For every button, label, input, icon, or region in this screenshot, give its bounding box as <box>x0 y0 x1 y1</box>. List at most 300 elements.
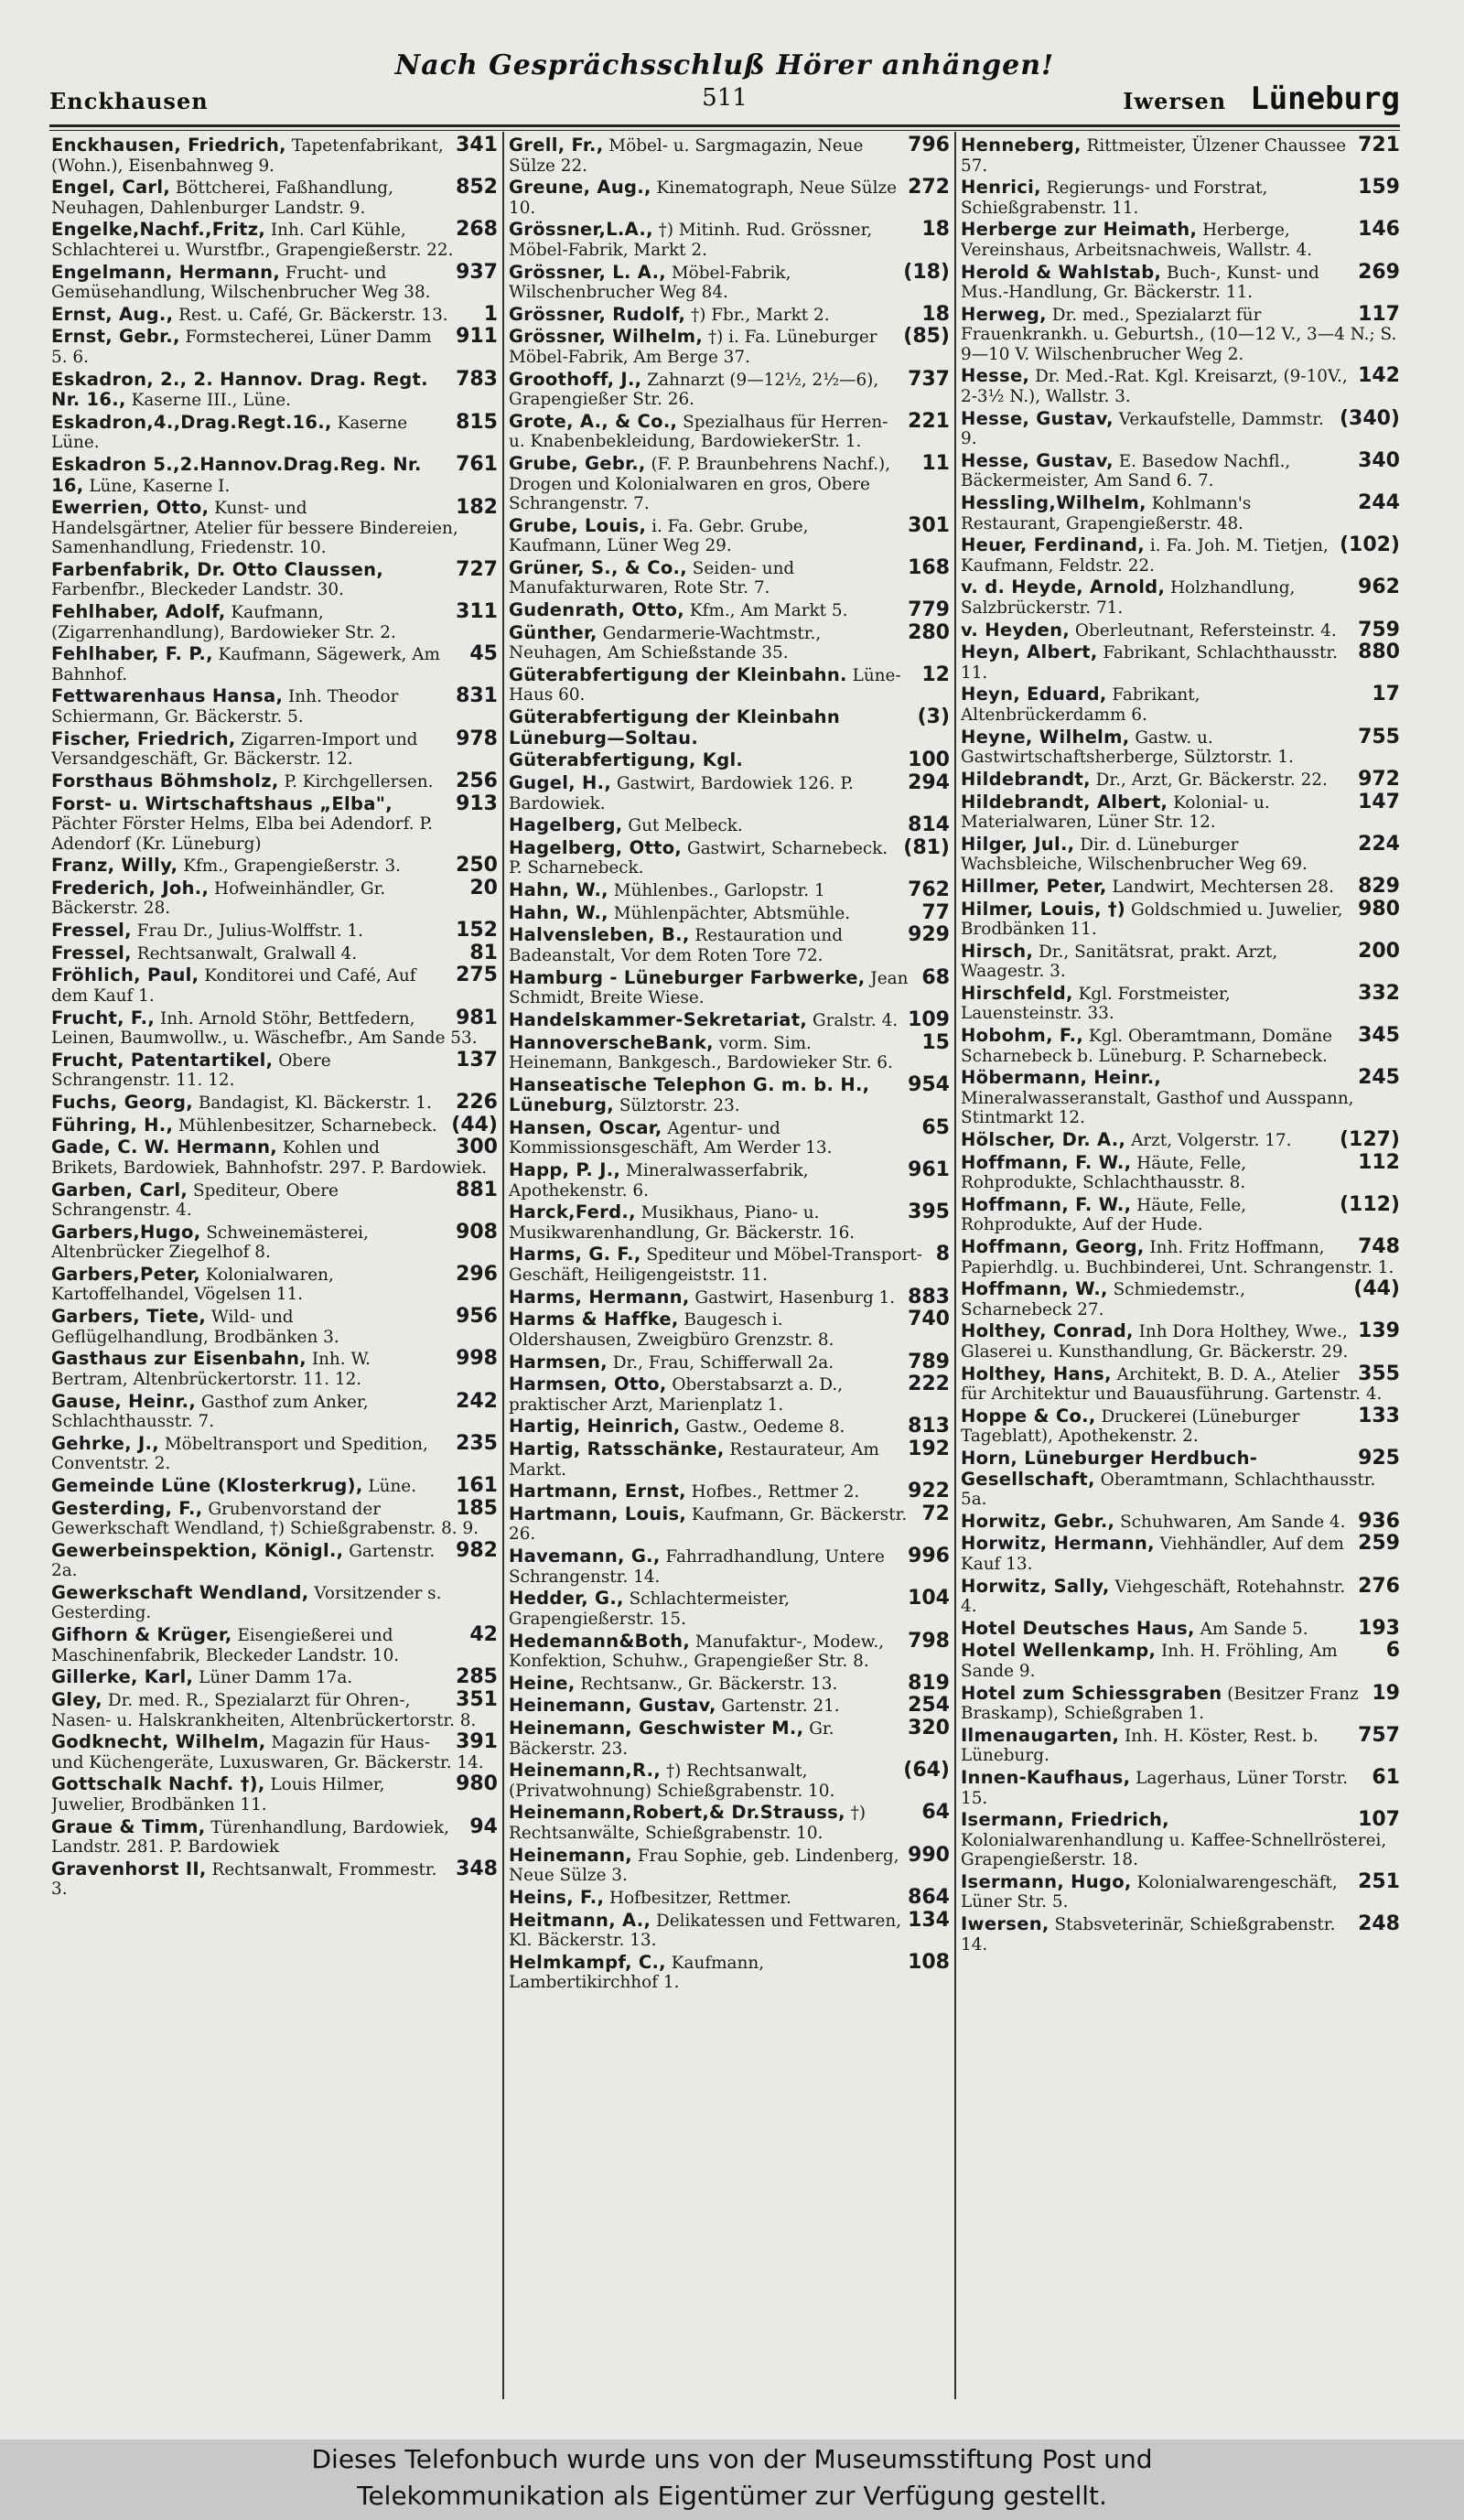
phone-number: 68 <box>921 965 950 989</box>
entry-description: Formstecherei, Lüner Damm 5. 6. <box>51 328 432 367</box>
phone-number: 248 <box>1358 1912 1400 1936</box>
phone-number: 990 <box>908 1843 950 1867</box>
entry-name: Gifhorn & Krüger, <box>51 1624 232 1646</box>
directory-entry <box>51 1115 498 1136</box>
entry-description: Häute, Felle, Rohprodukte, Schlachthausstr. 8. <box>961 1153 1247 1193</box>
phone-number: 294 <box>908 771 950 794</box>
entry-description: Kunst- und Handelsgärtner, Atelier für bessere Bindereien, Samenhandlung, Friedenstr. 10. <box>51 499 458 558</box>
entry-name: Hirsch, <box>961 940 1034 962</box>
phone-number: 340 <box>1358 448 1400 472</box>
entry-name: Hessling,Wilhelm, <box>961 492 1146 513</box>
entry-description: P. Kirchgellersen. <box>284 771 434 792</box>
phone-number: 996 <box>908 1545 950 1568</box>
entry-description: Gendarmerie-Wachtmstr., Neuhagen, Am Schießstande 35. <box>509 623 822 663</box>
entry-name: Garbers,Hugo, <box>51 1221 201 1243</box>
entry-description: Lüne. <box>368 1476 417 1496</box>
phone-number: 185 <box>456 1496 498 1520</box>
entry-description: Zahnarzt (9—12½, 2½—6), Grapengießer Str. 26. <box>509 370 879 410</box>
entry-name: Güterabfertigung, Kgl. <box>509 749 744 771</box>
phone-number: 259 <box>1358 1532 1400 1556</box>
phone-number: 936 <box>1358 1509 1400 1533</box>
entry-description: Landwirt, Mechtersen 28. <box>1112 877 1334 897</box>
phone-number: 193 <box>1358 1616 1400 1640</box>
phone-number: 200 <box>1358 939 1400 963</box>
directory-entry <box>51 178 498 218</box>
phone-number: 852 <box>456 176 498 199</box>
directory-entry <box>51 327 498 367</box>
directory-entry <box>51 498 498 558</box>
directory-entry <box>51 1008 498 1049</box>
directory-entry <box>961 620 1400 641</box>
entry-description: Lüne-Haus 60. <box>509 665 901 705</box>
phone-number: 981 <box>456 1006 498 1029</box>
directory-entry <box>509 662 950 705</box>
entry-description: Spediteur und Möbel-Transport-Geschäft, Heiligengeiststr. 11. <box>509 1245 922 1285</box>
directory-entry <box>51 1137 498 1178</box>
entry-name: Hölscher, Dr. A., <box>961 1129 1126 1150</box>
phone-number: 250 <box>456 854 498 878</box>
phone-number: 77 <box>921 900 950 924</box>
phone-number: 42 <box>469 1623 498 1647</box>
directory-entry <box>961 1574 1400 1617</box>
entry-name: Fischer, Friedrich, <box>51 727 236 749</box>
directory-entry <box>51 729 498 770</box>
directory-entry <box>509 1671 950 1695</box>
directory-entry <box>51 220 498 260</box>
directory-entry <box>509 1950 950 1993</box>
entry-name: Engel, Carl, <box>51 177 171 199</box>
entry-description: Viehhändler, Auf dem Kauf 13. <box>961 1535 1344 1574</box>
directory-entry <box>509 1718 950 1759</box>
phone-number: 351 <box>456 1688 498 1711</box>
entry-name: Garbers,Peter, <box>51 1263 201 1285</box>
directory-entry <box>509 1160 950 1201</box>
entry-name: HannoverscheBank, <box>509 1031 714 1053</box>
directory-entry <box>509 1481 950 1502</box>
directory-entry <box>51 965 498 1006</box>
directory-entry <box>961 981 1400 1024</box>
directory-entry <box>509 815 950 836</box>
entry-description: Pächter Förster Helms, Elba bei Adendorf. P. Adendorf (Kr. Lüneburg) <box>51 814 433 854</box>
entry-name: Innen-Kaufhaus, <box>961 1767 1131 1788</box>
phone-number: 913 <box>456 792 498 815</box>
entry-description: Inh. Theodor Schiermann, Gr. Bäckerstr. 5. <box>51 687 399 727</box>
entry-name: Herold & Wahlstab, <box>961 261 1162 283</box>
entry-name: Harmsen, Otto, <box>509 1373 667 1395</box>
directory-entry <box>961 1150 1400 1193</box>
directory-entry <box>509 1504 950 1545</box>
directory-entry <box>509 1007 950 1031</box>
phone-number: 168 <box>908 555 950 579</box>
phone-number: 107 <box>1358 1808 1400 1832</box>
directory-entry <box>509 1352 950 1373</box>
phone-number: 980 <box>456 1772 498 1796</box>
phone-number: 221 <box>908 409 950 433</box>
entry-name: Grössner, Wilhelm, <box>509 326 704 348</box>
entry-name: Grüner, S., & Co., <box>509 556 687 578</box>
directory-entry <box>961 366 1400 406</box>
entry-name: Grube, Louis, <box>509 514 647 536</box>
directory-entry <box>509 600 950 621</box>
directory-entry <box>509 260 950 303</box>
directory-entry <box>509 900 950 924</box>
entry-description: Dr., Frau, Schifferwall 2a. <box>612 1352 834 1373</box>
entry-name: Hirschfeld, <box>961 982 1073 1004</box>
entry-description: Möbeltransport und Spedition, Conventstr. 2. <box>51 1434 428 1474</box>
entry-name: Gasthaus zur Eisenbahn, <box>51 1348 307 1370</box>
phone-number: 147 <box>1358 790 1400 813</box>
entry-name: Hoffmann, Georg, <box>961 1236 1145 1258</box>
entry-name: Godknecht, Wilhelm, <box>51 1731 266 1753</box>
directory-entry <box>51 1690 498 1730</box>
phone-number: 94 <box>469 1815 498 1838</box>
entry-name: Forst- u. Wirtschaftshaus „Elba", <box>51 792 393 814</box>
directory-entry <box>509 880 950 901</box>
phone-number: 275 <box>456 964 498 987</box>
entry-description: Konditorei und Café, Auf dem Kauf 1. <box>51 966 416 1006</box>
directory-entry <box>961 406 1400 449</box>
entry-name: Gottschalk Nachf. †), <box>51 1773 265 1795</box>
directory-entry <box>509 454 950 514</box>
directory-entry <box>961 1914 1400 1955</box>
entry-name: Höbermann, Heinr., <box>961 1067 1162 1089</box>
phone-number: 762 <box>908 878 950 902</box>
footer-line-2: Telekommunikation als Eigentümer zur Verfügung gestellt. <box>357 2481 1107 2511</box>
directory-entry <box>509 835 950 878</box>
entry-name: Frucht, F., <box>51 1007 156 1028</box>
phone-number: 64 <box>921 1801 950 1825</box>
phone-number: 17 <box>1372 683 1400 706</box>
directory-entry <box>51 856 498 877</box>
entry-description: Rechtsanwalt, Frommestr. 3. <box>51 1859 437 1900</box>
entry-name: Frucht, Patentartikel, <box>51 1049 274 1071</box>
entry-description: Druckerei (Lüneburger Tageblatt), Apothekenstr. 2. <box>961 1406 1300 1447</box>
page-title: Nach Gesprächsschluß Hörer anhängen! <box>394 49 1055 81</box>
entry-name: Hildebrandt, Albert, <box>961 791 1168 813</box>
entry-name: Hoffmann, F. W., <box>961 1193 1132 1215</box>
entry-name: Heinemann,Robert,& Dr.Strauss, <box>509 1802 845 1824</box>
directory-entry <box>961 260 1400 303</box>
directory-entry <box>961 1641 1400 1681</box>
phone-number: 226 <box>456 1091 498 1114</box>
phone-number: 982 <box>456 1538 498 1562</box>
entry-description: Oberleutnant, Refersteinstr. 4. <box>1074 620 1337 641</box>
directory-entry <box>961 1068 1400 1128</box>
directory-entry <box>961 1723 1400 1766</box>
entry-name: Eskadron,4.,Drag.Regt.16., <box>51 411 332 433</box>
entry-name: Gewerkschaft Wendland, <box>51 1581 309 1603</box>
entry-name: Gugel, H., <box>509 772 612 793</box>
entry-description: Kaserne III., Lüne. <box>131 391 291 411</box>
entry-description: Dir. d. Lüneburger Wachsbleiche, Wilschenbrucher Weg 69. <box>961 835 1308 875</box>
entry-name: Herweg, <box>961 303 1047 325</box>
entry-name: Harms, G. F., <box>509 1244 641 1265</box>
phone-number: 224 <box>1358 832 1400 856</box>
phone-number: 391 <box>456 1730 498 1754</box>
entry-description: Hofweinhändler, Gr. Bäckerstr. 28. <box>51 878 386 919</box>
entry-name: Fressel, <box>51 942 132 964</box>
entry-description: Frau Sophie, geb. Lindenberg, Neue Sülze 3. <box>509 1846 899 1886</box>
entry-name: Happ, P. J., <box>509 1159 621 1181</box>
phone-number: 737 <box>908 367 950 391</box>
entry-description: Mühlenbes., Garlopstr. 1 <box>613 881 825 901</box>
phone-number: 819 <box>908 1671 950 1695</box>
entry-description: Inh. H. Köster, Rest. b. Lüneburg. <box>961 1726 1319 1766</box>
directory-entry <box>51 1222 498 1263</box>
directory-entry <box>961 684 1400 725</box>
phone-number: 815 <box>456 410 498 434</box>
entry-description: Am Sande 5. <box>1200 1619 1308 1639</box>
entry-description: Kaufmann, Lambertikirchhof 1. <box>509 1953 765 1993</box>
phone-number: 311 <box>456 600 498 624</box>
entry-description: Dr., Sanitätsrat, prakt. Arzt, Waagestr. 3. <box>961 942 1278 982</box>
directory-entry <box>51 1538 498 1581</box>
entry-name: Gewerbeinspektion, Königl., <box>51 1539 344 1561</box>
phone-number: 740 <box>908 1308 950 1331</box>
entry-description: Tapetenfabrikant, (Wohn.), Eisenbahnweg 9. <box>51 136 444 176</box>
entry-name: Grote, A., & Co., <box>509 410 678 432</box>
phone-number: 137 <box>456 1048 498 1072</box>
entry-name: Hobohm, F., <box>961 1025 1084 1047</box>
entry-description: Böttcherei, Faßhandlung, Neuhagen, Dahlenburger Landstr. 9. <box>51 178 393 218</box>
entry-name: v. Heyden, <box>961 619 1071 641</box>
entry-description: Delikatessen und Fettwaren, Kl. Bäckerstr. 13. <box>509 1911 902 1950</box>
entry-description: †) Rechtsanwälte, Schießgrabenstr. 10. <box>509 1804 867 1843</box>
entry-description: Kaufmann, (Zigarrenhandlung), Bardowieker Str. 2. <box>51 603 396 642</box>
entry-name: Heinemann, Gustav, <box>509 1695 716 1717</box>
directory-entry <box>51 260 498 303</box>
entry-description: Lagerhaus, Lüner Torstr. 15. <box>961 1769 1349 1808</box>
entry-name: Hillmer, Peter, <box>961 875 1107 897</box>
phone-number: 104 <box>908 1587 950 1610</box>
phone-number: (85) <box>903 325 950 349</box>
entry-description: Schuhwaren, Am Sande 4. <box>1120 1512 1346 1532</box>
phone-number: 320 <box>908 1717 950 1740</box>
entry-description: Obere Schrangenstr. 11. 12. <box>51 1050 331 1091</box>
entry-description: Inh. W. Bertram, Altenbrückertorstr. 11. 12. <box>51 1350 371 1389</box>
directory-entry <box>509 1843 950 1886</box>
entry-name: Hartmann, Ernst, <box>509 1481 686 1502</box>
directory-entry <box>51 878 498 919</box>
directory-entry <box>51 686 498 727</box>
entry-name: Horn, Lüneburger Herdbuch-Gesellschaft, <box>961 1448 1258 1490</box>
phone-number: (102) <box>1339 533 1400 557</box>
entry-description: Seiden- und Manufakturwaren, Rote Str. 7. <box>509 558 795 598</box>
entry-description: Gastw. u. Gastwirtschaftsherberge, Sülztorstr. 1. <box>961 727 1294 768</box>
entry-name: Hoffmann, F. W., <box>961 1151 1132 1173</box>
entry-description: Goldschmied u. Juwelier, Brodbänken 11. <box>961 899 1343 940</box>
entry-description: Wild- und Geflügelhandlung, Brodbänken 3. <box>51 1308 339 1347</box>
entry-name: Greune, Aug., <box>509 177 651 199</box>
entry-description: Schweinemästerei, Altenbrücker Ziegelhof 8. <box>51 1222 369 1263</box>
entry-name: Gillerke, Karl, <box>51 1666 194 1688</box>
entry-description: Arzt, Volgerstr. 17. <box>1131 1131 1292 1150</box>
directory-entry <box>51 1473 498 1497</box>
entry-name: Hanseatische Telephon G. m. b. H., Lüneburg, <box>509 1073 870 1116</box>
phone-number: 222 <box>908 1373 950 1396</box>
phone-number: 65 <box>921 1115 950 1139</box>
directory-entry <box>961 727 1400 768</box>
entry-description: Kolonialwaren, Kartoffelhandel, Vögelsen 11. <box>51 1265 334 1305</box>
column-2 <box>509 135 950 2405</box>
entry-description: Frucht- und Gemüsehandlung, Wilschenbrucher Weg 38. <box>51 263 431 303</box>
phone-number: 285 <box>456 1665 498 1689</box>
directory-entry <box>961 939 1400 982</box>
entry-name: Harck,Ferd., <box>509 1201 636 1223</box>
phone-number: 783 <box>456 367 498 391</box>
directory-entry <box>961 1406 1400 1447</box>
phone-number: (127) <box>1339 1128 1400 1151</box>
entry-description: Mühlenbesitzer, Scharnebeck. <box>178 1115 437 1136</box>
directory-entry <box>509 1629 950 1672</box>
entry-description: Vorsitzender s. Gesterding. <box>51 1583 442 1623</box>
entry-description: Mineralwasseranstalt, Gasthof und Ausspann, Stintmarkt 12. <box>961 1088 1354 1128</box>
entry-name: Hartmann, Louis, <box>509 1502 687 1524</box>
phone-number: 152 <box>456 919 498 942</box>
entry-description: i. Fa. Joh. M. Tietjen, Kaufmann, Feldstr. 22. <box>961 536 1329 576</box>
entry-description: Oberamtmann, Schlachthausstr. 5a. <box>961 1470 1376 1509</box>
directory-entry <box>51 1093 498 1114</box>
phone-number: 883 <box>908 1285 950 1308</box>
entry-name: Heyn, Eduard, <box>961 684 1107 705</box>
directory-entry <box>961 1192 1400 1235</box>
directory-entry <box>51 1349 498 1389</box>
phone-number: 18 <box>921 302 950 326</box>
phone-number: 117 <box>1358 302 1400 326</box>
directory-entry <box>961 1869 1400 1912</box>
entry-name: Horwitz, Sally, <box>961 1575 1110 1597</box>
entry-name: Grössner,L.A., <box>509 219 653 241</box>
directory-entry <box>509 1696 950 1717</box>
phone-number: 937 <box>456 260 498 284</box>
phone-number: 748 <box>1358 1235 1400 1259</box>
entry-description: Schlachtermeister, Grapengießerstr. 15. <box>509 1589 790 1629</box>
entry-name: Gudenrath, Otto, <box>509 599 684 621</box>
entry-description: Kaufmann, Gr. Bäckerstr. 26. <box>509 1504 908 1545</box>
phone-number: 15 <box>921 1030 950 1054</box>
directory-entry <box>961 792 1400 833</box>
phone-number: 759 <box>1358 618 1400 641</box>
entry-name: Gravenhorst II, <box>51 1858 207 1879</box>
phone-number: 133 <box>1358 1404 1400 1427</box>
entry-description: Viehgeschäft, Rotehahnstr. 4. <box>961 1577 1346 1617</box>
entry-name: Graue & Timm, <box>51 1815 206 1837</box>
entry-description: Gr. Bäckerstr. 23. <box>509 1719 834 1759</box>
entry-name: Heyne, Wilhelm, <box>961 726 1130 748</box>
entry-name: Ernst, Gebr., <box>51 326 180 348</box>
entry-name: Garbers, Tiete, <box>51 1306 207 1328</box>
entry-name: Garben, Carl, <box>51 1179 188 1201</box>
phone-number: 355 <box>1358 1362 1400 1385</box>
phone-number: 100 <box>908 748 950 772</box>
phone-number: 6 <box>1385 1639 1400 1663</box>
phone-number: 139 <box>1358 1319 1400 1343</box>
entry-description: Fahrradhandlung, Untere Schrangenstr. 14. <box>509 1547 885 1587</box>
entry-description: Rittmeister, Ülzener Chaussee 57. <box>961 136 1347 176</box>
entry-name: Grössner, Rudolf, <box>509 303 686 325</box>
entry-name: Ernst, Aug., <box>51 303 174 325</box>
entry-name: Hildebrandt, <box>961 768 1091 790</box>
phone-number: 108 <box>908 1950 950 1974</box>
header-rule <box>49 124 1400 127</box>
directory-entry <box>961 832 1400 875</box>
entry-name: Günther, <box>509 621 597 643</box>
phone-number: 972 <box>1358 767 1400 791</box>
phone-number: 251 <box>1358 1869 1400 1893</box>
entry-description: Fabrikant, Altenbrückerdamm 6. <box>961 685 1200 725</box>
directory-entry <box>51 1262 498 1305</box>
directory-entry <box>509 513 950 556</box>
entry-description: vorm. Sim. Heinemann, Bankgesch., Bardowieker Str. 6. <box>509 1033 893 1072</box>
entry-name: Havemann, G., <box>509 1545 661 1567</box>
entry-name: Hoppe & Co., <box>961 1405 1096 1427</box>
entry-description: Agentur- und Kommissionsgeschäft, Am Werder 13. <box>509 1118 833 1158</box>
entry-description: Inh. Fritz Hoffmann, Papierhdlg. u. Buchbinderei, Unt. Schrangenstr. 1. <box>961 1238 1394 1277</box>
footer-line-1: Dieses Telefonbuch wurde uns von der Museumsstiftung Post und <box>311 2444 1153 2474</box>
directory-entry <box>961 874 1400 898</box>
entry-description: Mühlenpächter, Abtsmühle. <box>613 903 851 923</box>
column-1 <box>51 135 498 2405</box>
entry-description: Kohlen und Brikets, Bardowiek, Bahnhofstr. 297. P. Bardowiek. <box>51 1138 488 1178</box>
phone-number: 727 <box>456 557 498 581</box>
entry-description: Dr. Med.-Rat. Kgl. Kreisarzt, (9-10V., 2-3½ N.), Wallstr. 3. <box>961 367 1348 406</box>
entry-name: v. d. Heyde, Arnold, <box>961 576 1166 598</box>
entry-description: Häute, Felle, Rohprodukte, Auf der Hude. <box>961 1195 1247 1235</box>
column-3 <box>961 135 1400 2405</box>
phone-number: 272 <box>908 176 950 199</box>
phone-number: 45 <box>469 642 498 666</box>
directory-entry <box>51 921 498 942</box>
phone-number: 296 <box>456 1262 498 1286</box>
entry-name: Harmsen, <box>509 1351 608 1373</box>
entry-description: Rechtsanw., Gr. Bäckerstr. 13. <box>580 1674 838 1694</box>
directory-entry <box>961 1026 1400 1066</box>
directory-entry <box>509 1030 950 1073</box>
entry-description: Baugesch i. Oldershausen, Zweigbüro Grenzstr. 8. <box>509 1310 834 1350</box>
entry-name: Grell, Fr., <box>509 135 604 156</box>
phone-number: 269 <box>1358 260 1400 284</box>
entry-description: Spediteur, Obere Schrangenstr. 4. <box>51 1180 339 1221</box>
phone-number: (112) <box>1339 1192 1400 1216</box>
entry-name: Gehrke, J., <box>51 1432 159 1454</box>
directory-entry <box>509 1202 950 1243</box>
directory-entry <box>51 1817 498 1858</box>
directory-entry <box>961 535 1400 576</box>
phone-number: 864 <box>908 1885 950 1909</box>
directory-entry <box>509 220 950 260</box>
entry-name: Heine, <box>509 1672 576 1694</box>
phone-number: 345 <box>1358 1024 1400 1048</box>
header-first-entry: Enckhausen <box>49 88 209 114</box>
directory-entry <box>51 1050 498 1091</box>
entry-description: Gasthof zum Anker, Schlachthausstr. 7. <box>51 1392 369 1431</box>
entry-description: Lüne, Kaserne I. <box>89 476 231 496</box>
entry-name: Fuchs, Georg, <box>51 1092 193 1113</box>
directory-entry <box>509 620 950 663</box>
phone-number: 245 <box>1358 1066 1400 1090</box>
entry-name: Hedder, G., <box>509 1588 624 1610</box>
phone-number: 911 <box>456 325 498 349</box>
entry-description: Hofbesitzer, Rettmer. <box>609 1888 791 1908</box>
entry-description: Gralstr. 4. <box>812 1010 899 1030</box>
entry-description: Fabrikant, Schlachthausstr. 11. <box>961 643 1339 683</box>
phone-number: 980 <box>1358 897 1400 921</box>
header-rule-thin <box>49 130 1400 131</box>
entry-description: Magazin für Haus- und Küchengeräte, Luxuswaren, Gr. Bäckerstr. 14. <box>51 1733 484 1772</box>
entry-description: Verkaufstelle, Dammstr. 9. <box>961 409 1324 449</box>
phone-number: (18) <box>903 260 950 284</box>
directory-entry <box>509 1546 950 1587</box>
